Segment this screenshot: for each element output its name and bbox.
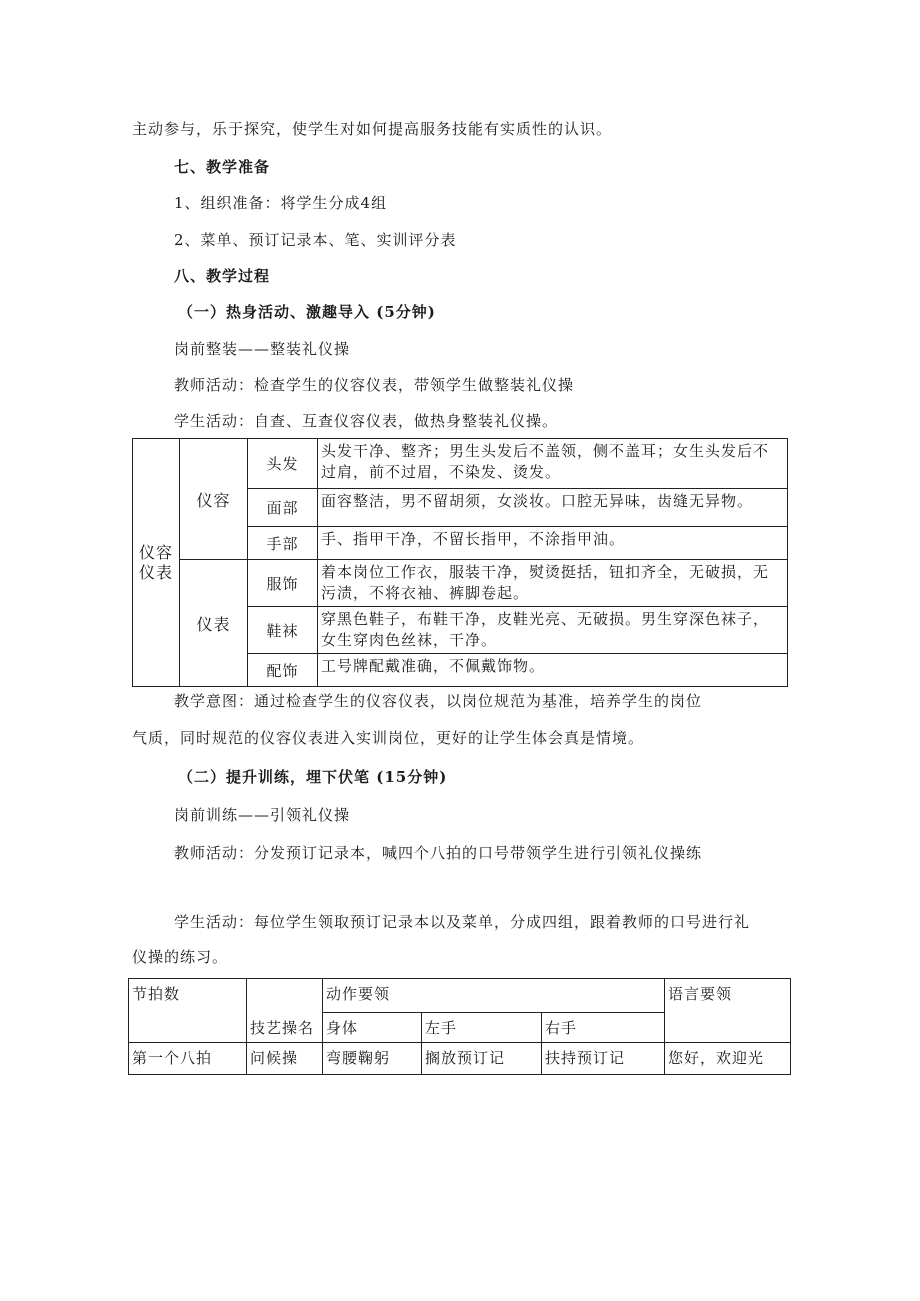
item-desc: 工号牌配戴准确，不佩戴饰物。 — [318, 654, 788, 687]
item-desc: 穿黑色鞋子，布鞋干净，皮鞋光亮、无破损。男生穿深色袜子，女生穿肉色丝袜，干净。 — [318, 607, 788, 654]
item-label: 面部 — [248, 489, 318, 527]
part2-student-activity-line1: 学生活动：每位学生领取预订记录本以及菜单，分成四组，跟着教师的口号进行礼 — [174, 913, 751, 931]
item-desc: 手、指甲干净，不留长指甲，不涂指甲油。 — [318, 527, 788, 560]
cell-beats: 第一个八拍 — [129, 1043, 247, 1075]
item-label: 服饰 — [248, 560, 318, 607]
item-desc: 头发干净、整齐；男生头发后不盖领，侧不盖耳；女生头发后不过肩，前不过眉，不染发、烫发。 — [318, 439, 788, 489]
item-desc: 着本岗位工作衣，服装干净，熨烫挺括，钮扣齐全，无破损，无污渍，不将衣袖、裤脚卷起。 — [318, 560, 788, 607]
etiquette-exercise-table — [128, 978, 791, 1075]
part1-teacher-activity: 教师活动：检查学生的仪容仪表，带领学生做整装礼仪操 — [174, 376, 575, 394]
group-label-attire: 仪表 — [180, 560, 248, 687]
part2-heading: （二）提升训练，埋下伏笔 (15分钟) — [178, 768, 448, 786]
item-label: 配饰 — [248, 654, 318, 687]
appearance-table — [132, 438, 788, 687]
item-label: 手部 — [248, 527, 318, 560]
cell-language: 您好，欢迎光 — [665, 1043, 791, 1075]
part1-student-activity: 学生活动：自查、互查仪容仪表，做热身整装礼仪操。 — [174, 412, 559, 430]
cell-body: 弯腰鞠躬 — [323, 1043, 422, 1075]
header-language: 语言要领 — [665, 979, 791, 1043]
section8-heading: 八、教学过程 — [174, 267, 271, 285]
part2-student-activity-line2: 仪操的练习。 — [132, 948, 229, 966]
header-action: 动作要领 — [323, 979, 665, 1013]
section7-item1: 1、组织准备：将学生分成4组 — [174, 194, 388, 212]
part2-subtitle: 岗前训练——引领礼仪操 — [174, 806, 351, 824]
section7-item2: 2、菜单、预订记录本、笔、实训评分表 — [174, 231, 457, 249]
main-label-cell — [133, 439, 180, 687]
part1-intent-line2: 气质，同时规范的仪容仪表进入实训岗位，更好的让学生体会真是情境。 — [132, 729, 645, 747]
item-desc: 面容整洁，男不留胡须，女淡妆。口腔无异味，齿缝无异物。 — [318, 489, 788, 527]
main-label: 仪容仪表 — [139, 542, 174, 582]
cell-name: 问候操 — [247, 1043, 323, 1075]
part1-intent-line1: 教学意图：通过检查学生的仪容仪表，以岗位规范为基准，培养学生的岗位 — [174, 692, 703, 710]
item-label: 鞋袜 — [248, 607, 318, 654]
part2-teacher-activity: 教师活动：分发预订记录本，喊四个八拍的口号带领学生进行引领礼仪操练 — [174, 844, 703, 862]
header-body: 身体 — [323, 1013, 422, 1043]
header-skill-name: 技艺操名 — [247, 979, 323, 1043]
cell-right: 扶持预订记 — [542, 1043, 665, 1075]
intro-line: 主动参与，乐于探究，使学生对如何提高服务技能有实质性的认识。 — [132, 120, 613, 138]
header-beats: 节拍数 — [129, 979, 247, 1043]
cell-left: 搁放预订记 — [422, 1043, 542, 1075]
section7-heading: 七、教学准备 — [174, 158, 271, 176]
group-label-appearance: 仪容 — [180, 439, 248, 560]
part1-heading: （一）热身活动、激趣导入 (5分钟) — [178, 303, 436, 321]
header-left-hand: 左手 — [422, 1013, 542, 1043]
header-right-hand: 右手 — [542, 1013, 665, 1043]
part1-subtitle: 岗前整装——整装礼仪操 — [174, 340, 351, 358]
item-label: 头发 — [248, 439, 318, 489]
